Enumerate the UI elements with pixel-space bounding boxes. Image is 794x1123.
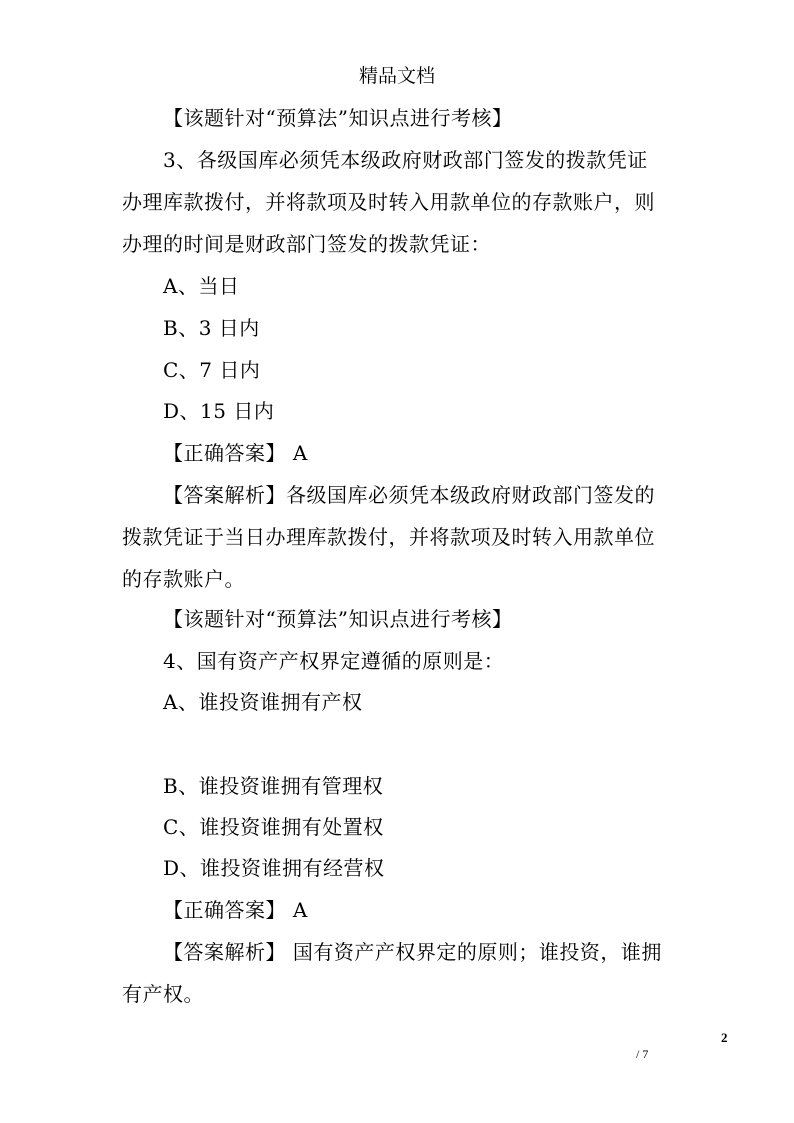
page-total: / 7 [636,1047,649,1061]
option-line: A、当日 [163,274,240,298]
option-line: A、谁投资谁拥有产权 [163,690,363,714]
body-line: 拨款凭证于当日办理库款拨付，并将款项及时转入用款单位 [122,525,655,549]
option-line: B、3 日内 [163,316,260,340]
body-line: 3、各级国库必须凭本级政府财政部门签发的拨款凭证 [163,148,648,172]
body-line: 【该题针对“预算法”知识点进行考核】 [163,607,513,631]
option-line: D、谁投资谁拥有经营权 [163,856,385,880]
body-line: 【答案解析】各级国库必须凭本级政府财政部门签发的 [163,483,655,507]
option-line: B、谁投资谁拥有管理权 [163,774,384,798]
body-line: 的存款账户。 [122,567,245,591]
option-line: D、15 日内 [163,399,275,423]
body-line: 【该题针对“预算法”知识点进行考核】 [163,106,513,130]
body-line: 办理库款拨付，并将款项及时转入用款单位的存款账户，则 [122,190,655,214]
body-line: 办理的时间是财政部门签发的拨款凭证： [122,232,491,256]
body-line: 【答案解析】 国有资产产权界定的原则；谁投资，谁拥 [163,940,662,964]
option-line: C、谁投资谁拥有处置权 [163,815,384,839]
document-header: 精品文档 [358,65,435,87]
body-line: 有产权。 [122,982,204,1006]
answer-line: 【正确答案】 A [163,898,308,922]
answer-line: 【正确答案】 A [163,441,308,465]
option-line: C、7 日内 [163,358,261,382]
page-number: 2 [721,1030,728,1045]
body-line: 4、国有资产产权界定遵循的原则是： [163,649,505,673]
